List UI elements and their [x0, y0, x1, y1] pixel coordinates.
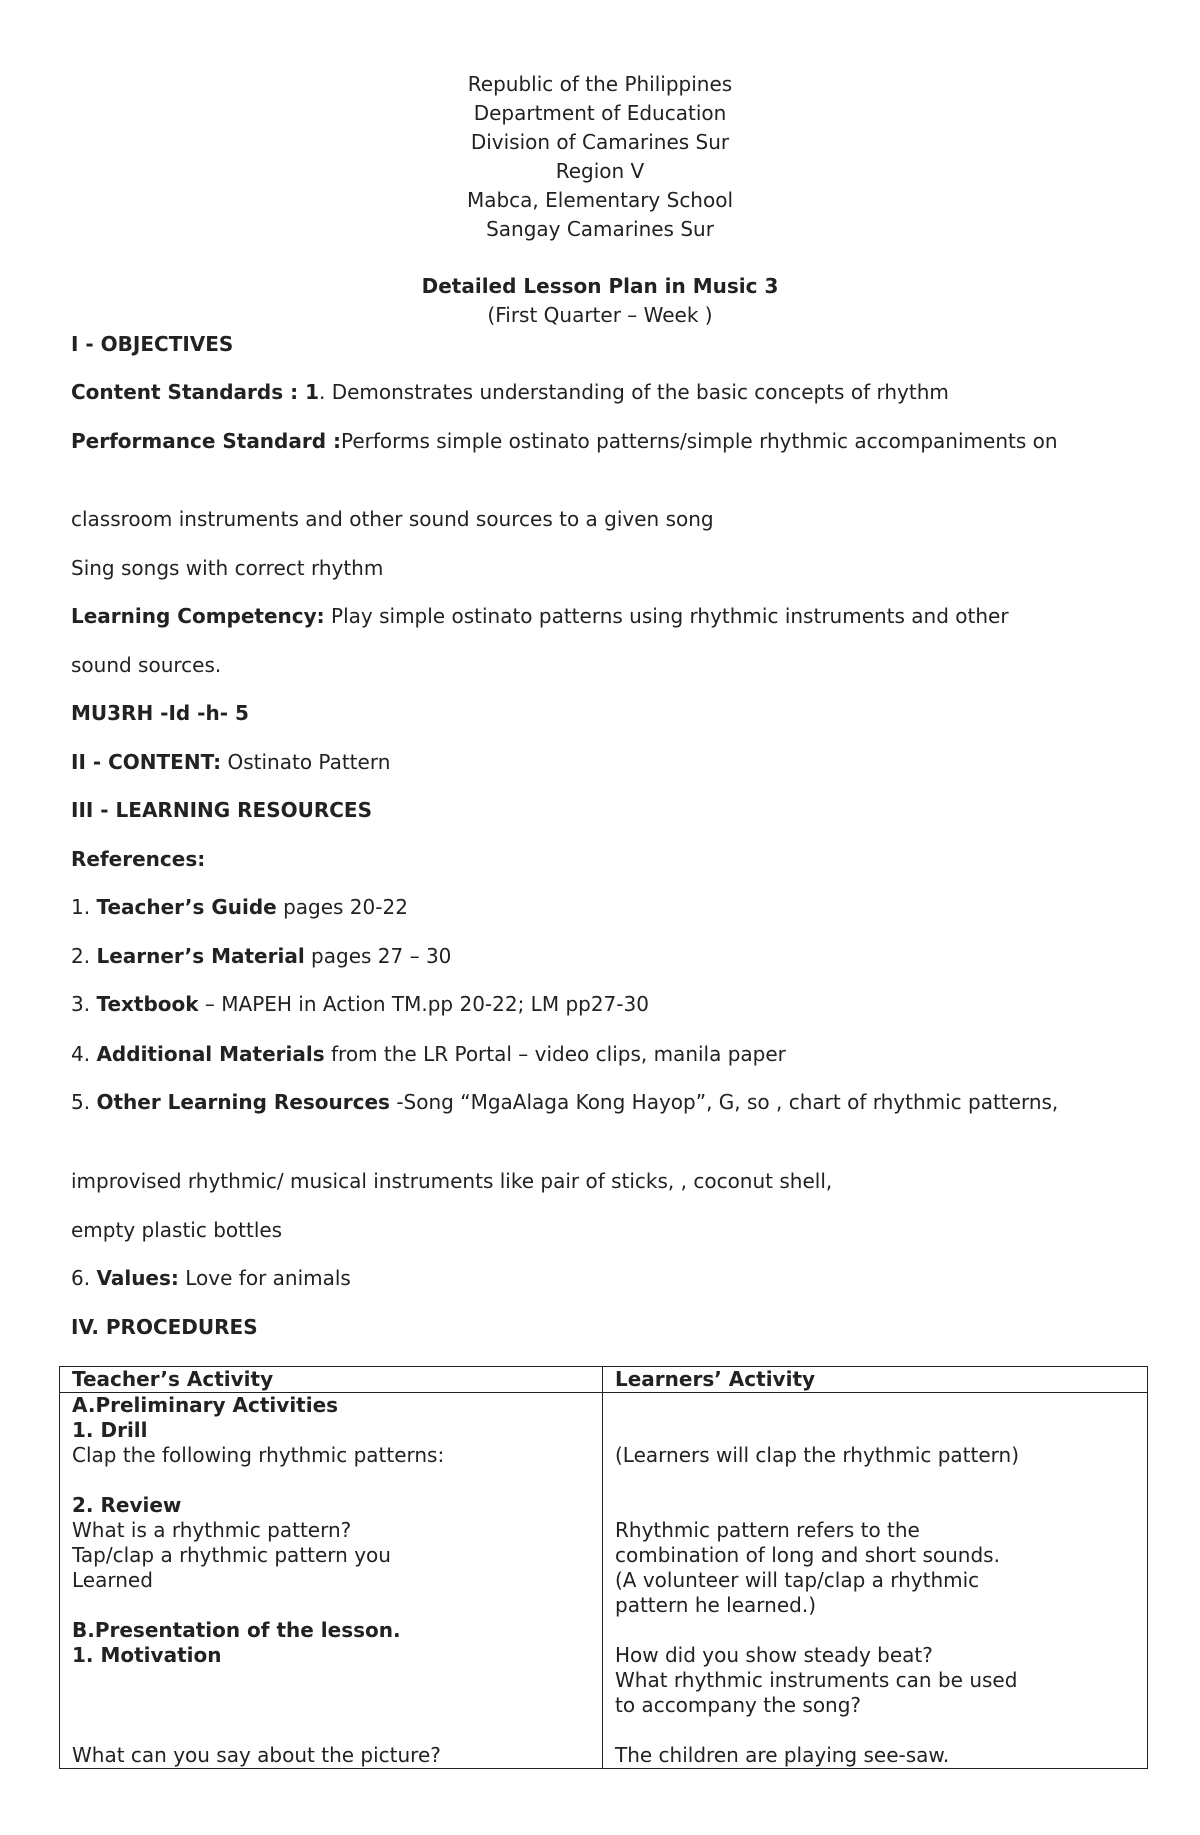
content-standards-text: . Demonstrates understanding of the basic concepts of rhythm: [318, 380, 949, 404]
page-subtitle: (First Quarter – Week ): [487, 303, 713, 327]
performance-standard-label: Performance Standard :: [71, 429, 341, 453]
header-line: Region V: [555, 159, 645, 183]
objectives-heading: I - OBJECTIVES: [71, 332, 234, 356]
header-line: Sangay Camarines Sur: [486, 217, 714, 241]
learning-competency-text: Play simple ostinato patterns using rhythmic instruments and other: [324, 604, 1009, 628]
learning-competency: [71, 602, 1131, 630]
table-row: [60, 1393, 1148, 1769]
teacher-activity-header: Teacher’s Activity: [60, 1367, 603, 1393]
performance-standard-text: Performs simple ostinato patterns/simple rhythmic accompaniments on: [341, 429, 1058, 453]
procedures-table: [59, 1366, 1148, 1769]
page-title: Detailed Lesson Plan in Music 3: [421, 274, 779, 298]
header-line: Division of Camarines Sur: [470, 130, 730, 154]
values-label: Values:: [96, 1266, 179, 1290]
resources-cont: improvised rhythmic/ musical instruments like pair of sticks, , coconut shell,: [71, 1169, 833, 1193]
header-line: Department of Education: [473, 101, 727, 125]
learning-competency-label: Learning Competency:: [71, 604, 325, 628]
learner-activity-cell: (Learners will clap the rhythmic pattern) Rhythmic pattern refers to the combination of long and short sounds. (A volunteer will tap/clap a rhythmic pattern he learned.) How did you show steady beat? What rhythmic instruments can be used to accompany the song? The children are playing see-saw.: [603, 1393, 1148, 1769]
reference-item: 2. Learner’s Material pages 27 – 30: [71, 944, 452, 968]
header-line: Mabca, Elementary School: [466, 188, 734, 212]
content-text: Ostinato Pattern: [221, 750, 391, 774]
reference-item: 4. Additional Materials from the LR Portal – video clips, manila paper: [71, 1042, 786, 1066]
reference-item: 1. Teacher’s Guide pages 20-22: [71, 895, 408, 919]
sing-line: Sing songs with correct rhythm: [71, 556, 384, 580]
reference-item: 3. Textbook – MAPEH in Action TM.pp 20-22; LM pp27-30: [71, 992, 649, 1016]
performance-standard: [71, 427, 1131, 455]
reference-item: 5. Other Learning Resources -Song “MgaAlaga Kong Hayop”, G, so , chart of rhythmic patterns,: [71, 1090, 1059, 1114]
school-header: [0, 70, 1200, 244]
learner-activity-header: Learners’ Activity: [603, 1367, 1148, 1393]
procedures-heading: IV. PROCEDURES: [71, 1315, 258, 1339]
content-standards-label: Content Standards : 1: [71, 380, 319, 404]
table-header-row: [60, 1367, 1148, 1393]
references-label: References:: [71, 847, 206, 871]
values-line: 6. Values: Love for animals: [71, 1266, 351, 1290]
performance-standard-cont: classroom instruments and other sound sources to a given song: [71, 507, 714, 531]
learning-competency-cont: sound sources.: [71, 653, 222, 677]
content-label: II - CONTENT:: [71, 750, 222, 774]
header-line: Republic of the Philippines: [467, 72, 733, 96]
values-text: Love for animals: [178, 1266, 351, 1290]
content-section: [71, 748, 1131, 776]
teacher-activity-cell: A.Preliminary Activities 1. Drill Clap the following rhythmic patterns: 2. Review What is a rhythmic pattern? Tap/clap a rhythmic pattern you Learned B.Presentation of the lesson. 1. Motivation What can you say about the picture?: [60, 1393, 603, 1769]
content-standards: [71, 378, 1131, 406]
resources-heading: III - LEARNING RESOURCES: [71, 798, 372, 822]
resources-cont: empty plastic bottles: [71, 1218, 283, 1242]
competency-code: MU3RH -Id -h- 5: [71, 701, 249, 725]
